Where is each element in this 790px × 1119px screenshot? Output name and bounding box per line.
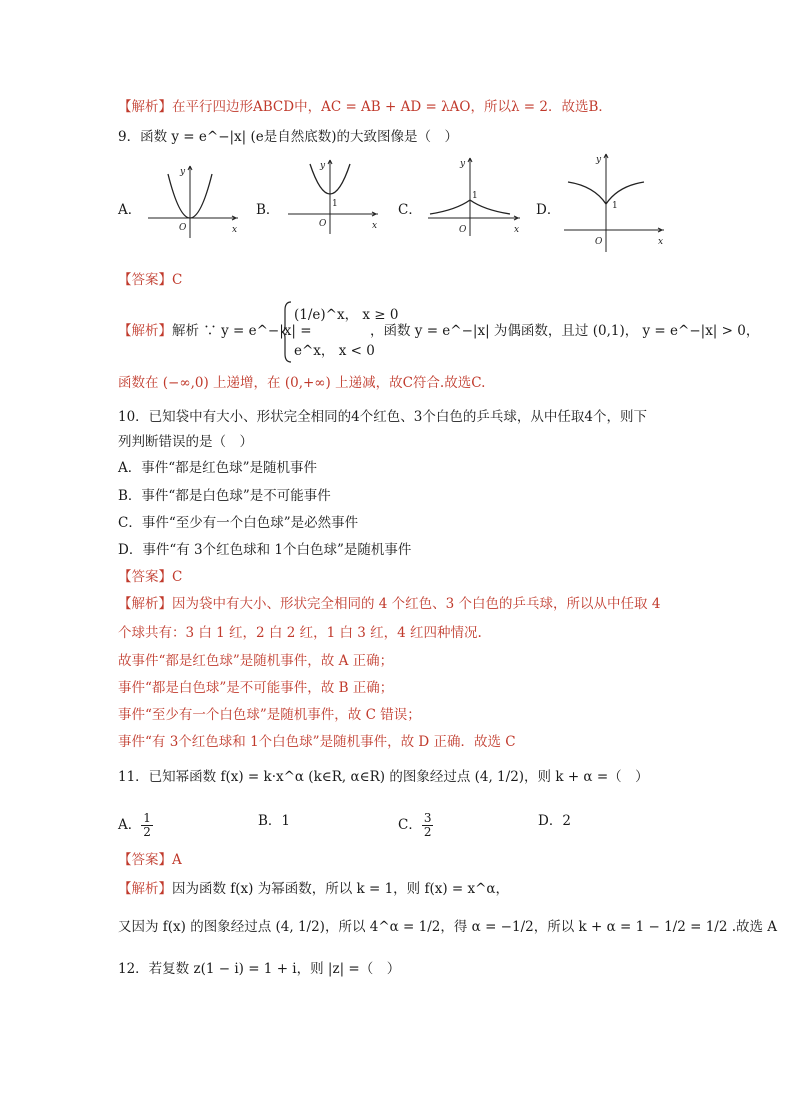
q9-graph-b [286, 156, 386, 236]
q10-analysis-6: 事件“有 3个红色球和 1个白色球”是随机事件，故 D 正确．故选 C [118, 734, 516, 750]
axis-x-label: x [232, 225, 238, 235]
axis-y-label: y [320, 161, 326, 171]
q9-stem: 9．函数 y = e^−|x| (e是自然底数)的大致图像是（ ） [118, 129, 459, 145]
axis-x-label: x [658, 237, 664, 247]
axis-one-label: 1 [332, 199, 338, 209]
q10-option-c: C．事件“至少有一个白色球”是必然事件 [118, 515, 359, 531]
axis-y-label: y [460, 159, 466, 169]
q11-option-a-value: $\frac{1}{2}$ [143, 811, 151, 839]
q9-graph-c [426, 156, 526, 236]
axis-one-label: 1 [472, 191, 478, 201]
q10-analysis-1: 【解析】因为袋中有大小、形状完全相同的 4 个红色、3 个白色的乒乓球，所以从中任取 4 [118, 596, 661, 612]
axis-x-label: x [372, 221, 378, 231]
axis-y-label: y [180, 167, 186, 177]
q12-stem: 12．若复数 z(1 − i) = 1 + i，则 |z| =（ ） [118, 961, 401, 977]
q9-analysis-intro: 【解析】解析 ∵ y = e^−|x| = [118, 323, 312, 339]
q10-stem-2: 列判断错误的是（ ） [118, 434, 253, 450]
analysis-tag: 【解析】 [118, 99, 172, 115]
q9-answer: 【答案】C [118, 272, 183, 288]
q10-analysis-5: 事件“至少有一个白色球”是随机事件，故 C 错误； [118, 707, 421, 723]
q11-answer: 【答案】A [118, 852, 182, 868]
q10-analysis-3: 故事件“都是红色球”是随机事件，故 A 正确； [118, 653, 394, 669]
axis-origin-label: O [179, 223, 187, 233]
q9-option-c-letter: C． [398, 202, 422, 218]
q10-option-b: B．事件“都是白色球”是不可能事件 [118, 488, 331, 504]
q10-stem-1: 10．已知袋中有大小、形状完全相同的4个红色、3个白色的乒乓球，从中任取4个，则下 [118, 409, 647, 425]
q10-answer: 【答案】C [118, 569, 183, 585]
piecewise-brace [281, 300, 293, 364]
q9-case2: e^x， x < 0 [294, 343, 375, 359]
q9-option-d-letter: D． [536, 202, 561, 218]
q11-option-a: A． $\frac{1}{2}$ [118, 811, 151, 839]
q11-analysis-1: 【解析】因为函数 f(x) 为幂函数，所以 k = 1，则 f(x) = x^α， [118, 881, 510, 897]
q9-analysis-rest: ，函数 y = e^−|x| 为偶函数，且过 (0,1)， y = e^−|x| > 0， [370, 323, 760, 339]
q9-option-a-letter: A． [118, 202, 142, 218]
q11-option-c: C． $\frac{3}{2}$ [398, 811, 432, 839]
q11-option-d: D．2 [538, 813, 571, 829]
q10-analysis-2: 个球共有：3 白 1 红，2 白 2 红，1 白 3 红，4 红四种情况. [118, 625, 482, 641]
q10-analysis-4: 事件“都是白色球”是不可能事件，故 B 正确； [118, 680, 394, 696]
q9-case1: (1/e)^x， x ≥ 0 [294, 307, 399, 323]
q11-option-c-value: $\frac{3}{2}$ [423, 811, 432, 839]
prev-analysis-line [118, 98, 612, 116]
axis-origin-label: O [319, 219, 327, 229]
axis-origin-label: O [595, 237, 603, 247]
q9-option-b-letter: B． [256, 202, 280, 218]
q9-graph-d [562, 152, 672, 254]
axis-origin-label: O [459, 225, 467, 235]
q11-analysis-2: 又因为 f(x) 的图象经过点 (4, 1/2)，所以 4^α = 1/2，得 α = −1/2，所以 k + α = 1 − 1/2 = 1/2 .故选 A [118, 919, 778, 935]
axis-x-label: x [514, 225, 520, 235]
q9-analysis-line2: 函数在 (−∞,0) 上递增，在 (0,+∞) 上递减，故C符合.故选C. [118, 375, 486, 391]
q11-stem: 11．已知幂函数 f(x) = k·x^α (k∈R, α∈R) 的图象经过点 (4, 1/2)，则 k + α =（ ） [118, 769, 649, 785]
q10-option-d: D．事件“有 3个红色球和 1个白色球”是随机事件 [118, 542, 412, 558]
q11-option-b: B．1 [258, 813, 291, 829]
prev-analysis-text: 在平行四边形ABCD中，AC = AB + AD = λAO，所以λ = 2．故选B． [172, 99, 612, 115]
axis-one-label: 1 [612, 201, 618, 211]
axis-y-label: y [596, 155, 602, 165]
q9-graph-a [146, 160, 246, 240]
q10-option-a: A．事件“都是红色球”是随机事件 [118, 460, 318, 476]
